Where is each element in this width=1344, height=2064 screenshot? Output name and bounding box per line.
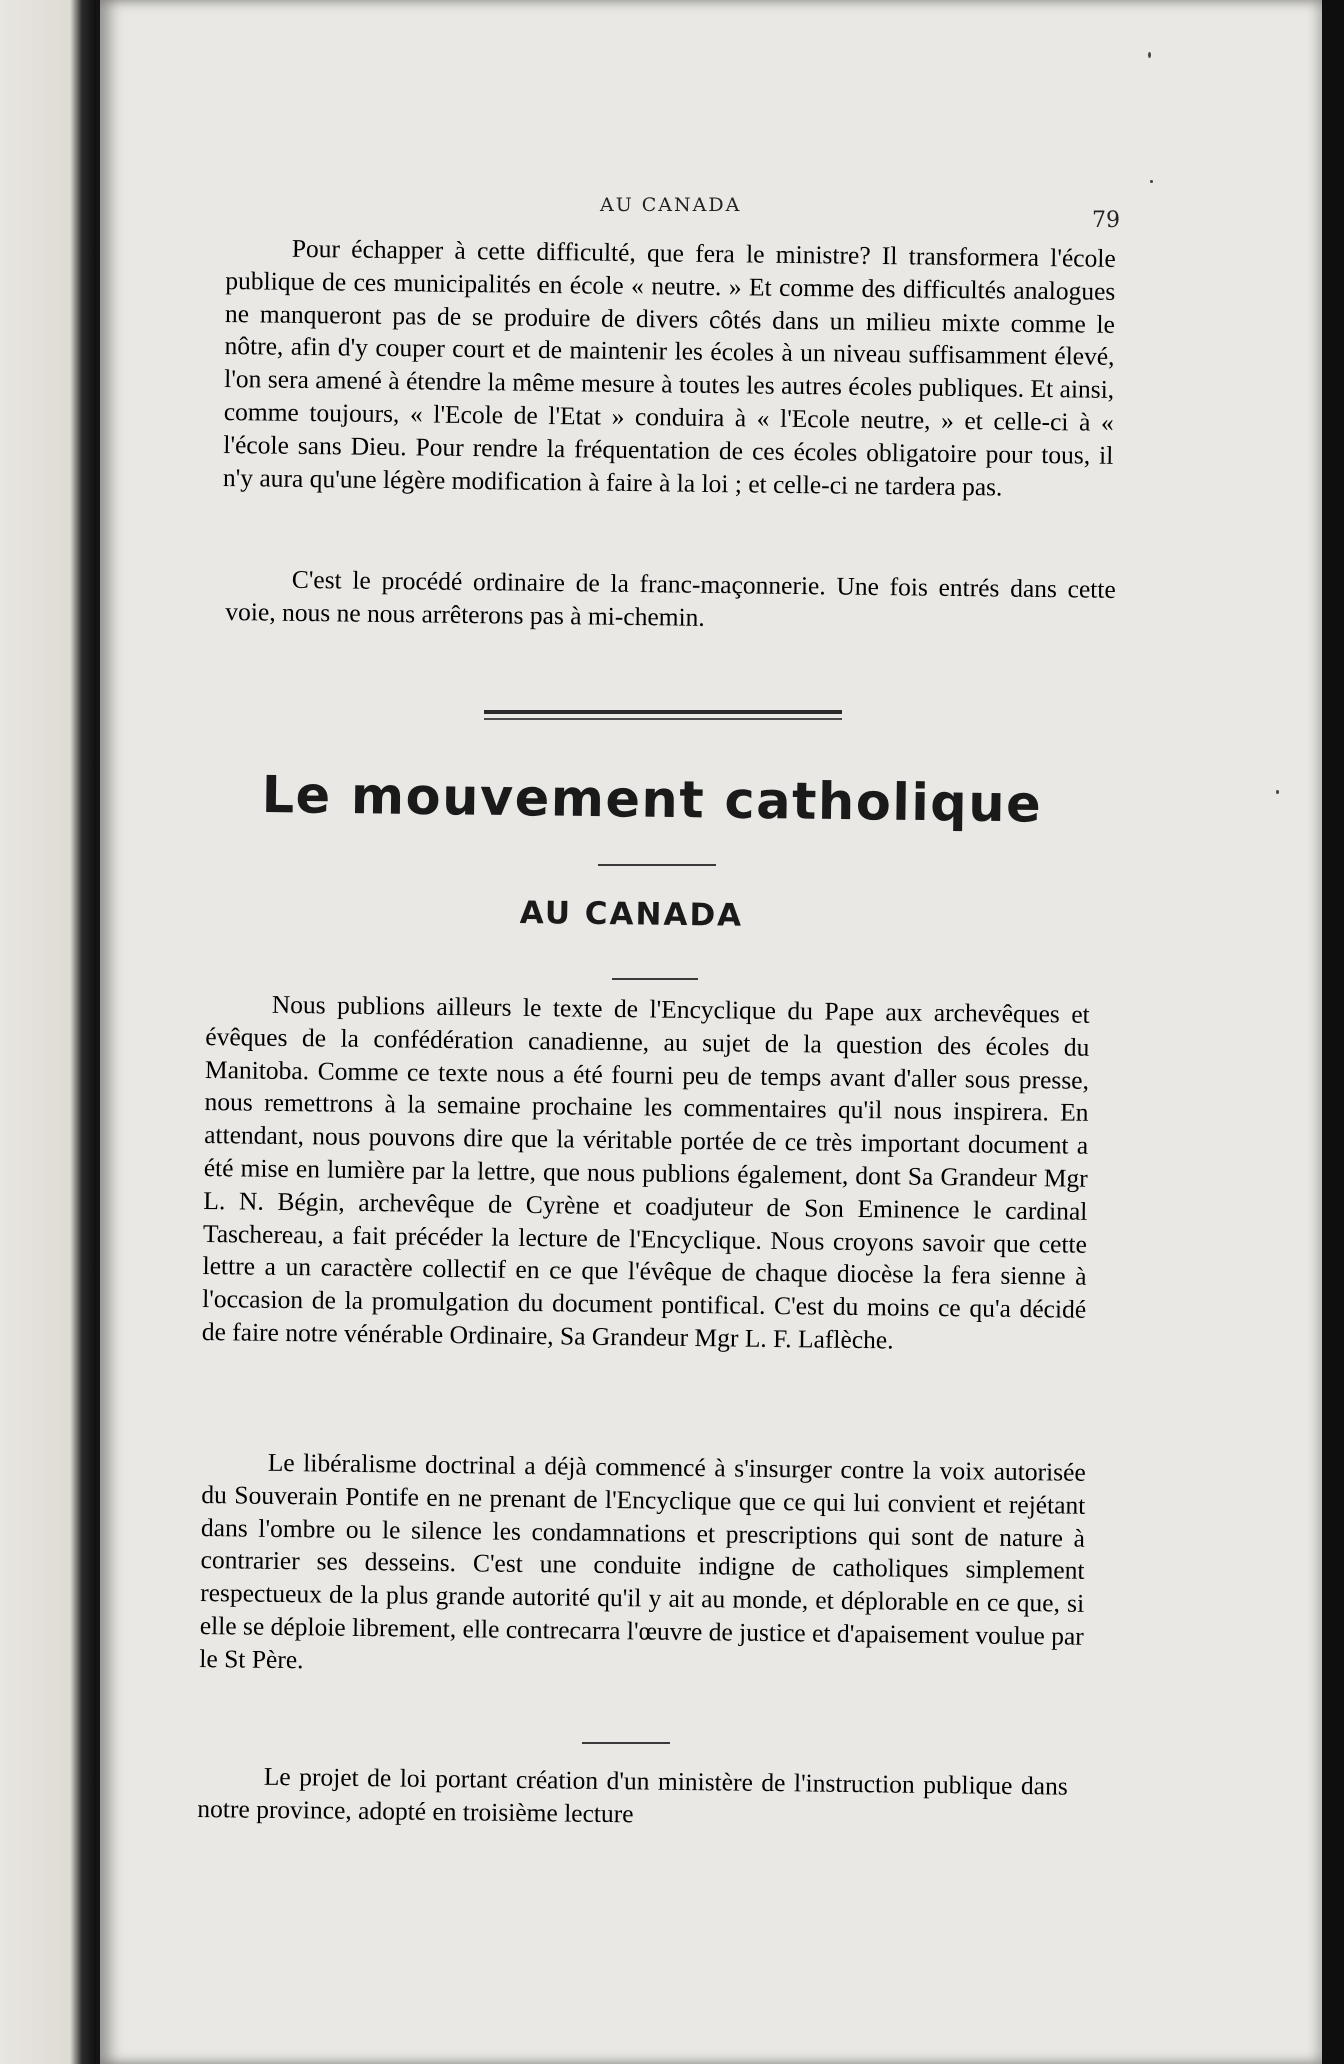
previous-article-paragraph-2: C'est le procédé ordinaire de la franc-maçonnerie. Une fois entrés dans cette voie, nous ne nous arrêterons pas à mi-chemin.	[225, 564, 1116, 632]
page-number: 79	[1092, 208, 1120, 233]
article-title: Le mouvement catholique	[261, 766, 1043, 835]
scan-speck	[1148, 52, 1151, 58]
article-subtitle: AU CANADA	[519, 895, 744, 934]
article-paragraph-1: Nous publions ailleurs le texte de l'Encyclique du Pape aux archevêques et évêques de la confédération canadienne, au sujet de la question des écoles du Manitoba. Comme ce texte nous a été fourni peu de temps avant d'aller sous presse, nous remettrons à la semaine prochaine les commentaires qu'il nous inspirera. En attendant, nous pouvons dire que la véritable portée de ce très important document a été mise en lumière par la lettre, que nous publions également, dont Sa Grandeur Mgr L. N. Bégin, archevêque de Cyrène et coadjuteur de Son Eminence le cardinal Taschereau, a fait précéder la lecture de l'Encyclique. Nous croyons savoir que cette lettre a un caractère collectif en ce que l'évêque de chaque diocèse la fera sienne à l'occasion de la promulgation du document pontifical. C'est du moins ce qu'a décidé de faire notre vénérable Ordinaire, Sa Grandeur Mgr L. F. Laflèche.	[201, 989, 1090, 1355]
scan-left-margin	[0, 0, 96, 2064]
article-paragraph-2: Le libéralisme doctrinal a déjà commencé à s'insurger contre la voix autorisée du Souverain Pontife en ne prenant de l'Encyclique que ce qui lui convient et rejétant dans l'ombre ou le silence les condamnations et prescriptions qui sont de nature à contrarier ses desseins. C'est une conduite indigne de catholiques simplement respectueux de la plus grande autorité qu'il y ait au monde, et déplorable en ce que, si elle se déploie librement, elle contrecarra l'œuvre de justice et d'apaisement voulue par le St Père.	[199, 1447, 1086, 1675]
title-rule	[598, 864, 716, 866]
subtitle-rule	[612, 978, 698, 980]
running-head: AU CANADA	[600, 194, 742, 216]
scan-right-margin	[1322, 0, 1344, 2064]
scan-speck	[1276, 790, 1279, 794]
scan-speck	[1150, 180, 1153, 183]
previous-article-paragraph-1: Pour échapper à cette difficulté, que fera le ministre? Il transformera l'école publique de ces municipalités en école « neutre. » Et comme des difficultés analogues ne manqueront pas de se produire de divers côtés dans un milieu mixte comme le nôtre, afin d'y couper court et de maintenir les écoles à un niveau suffisamment élevé, l'on sera amené à étendre la même mesure à toutes les autres écoles publiques. Et ainsi, comme toujours, « l'Ecole de l'Etat » conduira à « l'Ecole neutre, » et celle-ci à « l'école sans Dieu. Pour rendre la fréquentation de ces écoles obligatoire pour tous, il n'y aura qu'une légère modification à faire à la loi ; et celle-ci ne tardera pas.	[222, 233, 1116, 502]
section-divider	[484, 710, 842, 722]
article-paragraph-3: Le projet de loi portant création d'un ministère de l'instruction publique dans notre province, adopté en troisième lecture	[197, 1761, 1068, 1829]
paragraph-separator-rule	[582, 1742, 670, 1744]
